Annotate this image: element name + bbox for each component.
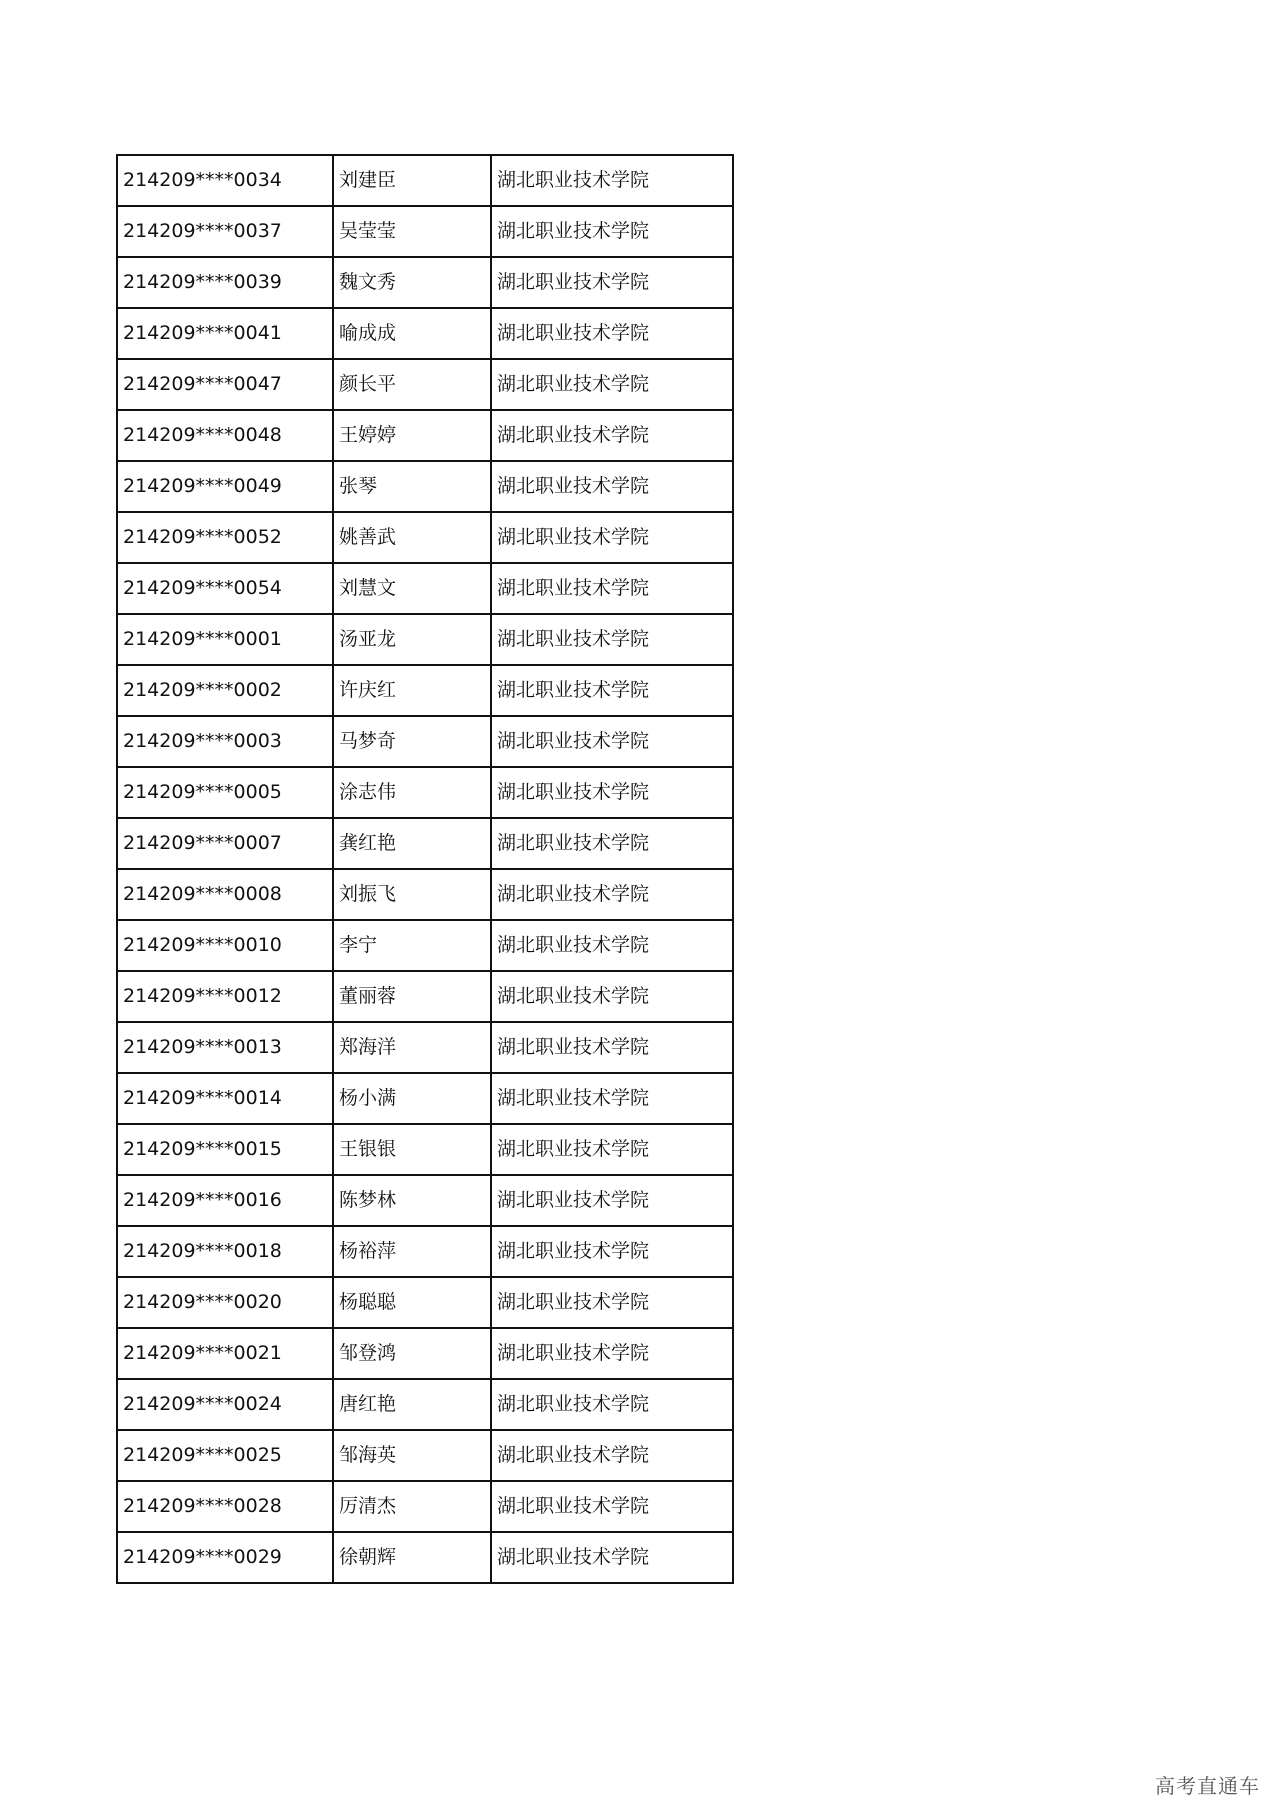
- candidate-id-cell: 214209****0028: [117, 1481, 333, 1532]
- candidate-name-cell: 邹登鸿: [333, 1328, 491, 1379]
- candidate-name-cell: 徐朝辉: [333, 1532, 491, 1583]
- table-row: [117, 257, 733, 308]
- school-cell: 湖北职业技术学院: [491, 206, 733, 257]
- candidate-name-cell: 龚红艳: [333, 818, 491, 869]
- school-cell: 湖北职业技术学院: [491, 359, 733, 410]
- table-row: [117, 1124, 733, 1175]
- candidate-name-cell: 邹海英: [333, 1430, 491, 1481]
- candidate-id-cell: 214209****0024: [117, 1379, 333, 1430]
- school-cell: 湖北职业技术学院: [491, 920, 733, 971]
- candidate-name-cell: 姚善武: [333, 512, 491, 563]
- candidate-id-cell: 214209****0025: [117, 1430, 333, 1481]
- school-cell: 湖北职业技术学院: [491, 512, 733, 563]
- school-cell: 湖北职业技术学院: [491, 614, 733, 665]
- candidate-id-cell: 214209****0008: [117, 869, 333, 920]
- school-cell: 湖北职业技术学院: [491, 971, 733, 1022]
- candidate-name-cell: 陈梦林: [333, 1175, 491, 1226]
- candidate-name-cell: 李宁: [333, 920, 491, 971]
- school-cell: 湖北职业技术学院: [491, 1022, 733, 1073]
- candidate-name-cell: 许庆红: [333, 665, 491, 716]
- candidate-id-cell: 214209****0012: [117, 971, 333, 1022]
- table-row: [117, 716, 733, 767]
- school-cell: 湖北职业技术学院: [491, 563, 733, 614]
- school-cell: 湖北职业技术学院: [491, 1175, 733, 1226]
- candidate-id-cell: 214209****0049: [117, 461, 333, 512]
- candidate-name-cell: 杨小满: [333, 1073, 491, 1124]
- candidate-id-cell: 214209****0016: [117, 1175, 333, 1226]
- candidate-id-cell: 214209****0005: [117, 767, 333, 818]
- table-row: [117, 1073, 733, 1124]
- table-row: [117, 155, 733, 206]
- watermark-text: 高考直通车: [1155, 1774, 1260, 1798]
- candidate-name-cell: 王婷婷: [333, 410, 491, 461]
- candidate-name-cell: 刘振飞: [333, 869, 491, 920]
- school-cell: 湖北职业技术学院: [491, 767, 733, 818]
- candidate-name-cell: 厉清杰: [333, 1481, 491, 1532]
- roster-table-body: [117, 155, 733, 1583]
- table-row: [117, 359, 733, 410]
- candidate-id-cell: 214209****0010: [117, 920, 333, 971]
- table-row: [117, 1328, 733, 1379]
- candidate-id-cell: 214209****0002: [117, 665, 333, 716]
- candidate-id-cell: 214209****0037: [117, 206, 333, 257]
- school-cell: 湖北职业技术学院: [491, 869, 733, 920]
- table-row: [117, 920, 733, 971]
- candidate-name-cell: 杨裕萍: [333, 1226, 491, 1277]
- school-cell: 湖北职业技术学院: [491, 716, 733, 767]
- candidate-id-cell: 214209****0054: [117, 563, 333, 614]
- candidate-id-cell: 214209****0041: [117, 308, 333, 359]
- candidate-id-cell: 214209****0039: [117, 257, 333, 308]
- school-cell: 湖北职业技术学院: [491, 155, 733, 206]
- candidate-id-cell: 214209****0001: [117, 614, 333, 665]
- school-cell: 湖北职业技术学院: [491, 1379, 733, 1430]
- table-row: [117, 971, 733, 1022]
- candidate-name-cell: 刘建臣: [333, 155, 491, 206]
- candidate-name-cell: 喻成成: [333, 308, 491, 359]
- candidate-id-cell: 214209****0013: [117, 1022, 333, 1073]
- candidate-name-cell: 杨聪聪: [333, 1277, 491, 1328]
- table-row: [117, 308, 733, 359]
- candidate-name-cell: 汤亚龙: [333, 614, 491, 665]
- candidate-name-cell: 刘慧文: [333, 563, 491, 614]
- table-row: [117, 1022, 733, 1073]
- candidate-id-cell: 214209****0007: [117, 818, 333, 869]
- candidate-id-cell: 214209****0015: [117, 1124, 333, 1175]
- table-row: [117, 563, 733, 614]
- table-row: [117, 1226, 733, 1277]
- candidate-name-cell: 郑海洋: [333, 1022, 491, 1073]
- school-cell: 湖北职业技术学院: [491, 1430, 733, 1481]
- school-cell: 湖北职业技术学院: [491, 1532, 733, 1583]
- school-cell: 湖北职业技术学院: [491, 1328, 733, 1379]
- candidate-id-cell: 214209****0003: [117, 716, 333, 767]
- school-cell: 湖北职业技术学院: [491, 461, 733, 512]
- table-row: [117, 1379, 733, 1430]
- table-row: [117, 818, 733, 869]
- roster-table: [116, 154, 734, 1584]
- table-row: [117, 1175, 733, 1226]
- candidate-id-cell: 214209****0018: [117, 1226, 333, 1277]
- school-cell: 湖北职业技术学院: [491, 257, 733, 308]
- school-cell: 湖北职业技术学院: [491, 1226, 733, 1277]
- candidate-id-cell: 214209****0048: [117, 410, 333, 461]
- candidate-id-cell: 214209****0047: [117, 359, 333, 410]
- school-cell: 湖北职业技术学院: [491, 1277, 733, 1328]
- school-cell: 湖北职业技术学院: [491, 1073, 733, 1124]
- table-row: [117, 1277, 733, 1328]
- table-row: [117, 206, 733, 257]
- candidate-id-cell: 214209****0029: [117, 1532, 333, 1583]
- candidate-name-cell: 唐红艳: [333, 1379, 491, 1430]
- candidate-name-cell: 涂志伟: [333, 767, 491, 818]
- candidate-name-cell: 董丽蓉: [333, 971, 491, 1022]
- candidate-name-cell: 马梦奇: [333, 716, 491, 767]
- candidate-name-cell: 魏文秀: [333, 257, 491, 308]
- candidate-id-cell: 214209****0034: [117, 155, 333, 206]
- table-row: [117, 1532, 733, 1583]
- candidate-name-cell: 张琴: [333, 461, 491, 512]
- table-row: [117, 1430, 733, 1481]
- table-row: [117, 665, 733, 716]
- table-row: [117, 410, 733, 461]
- school-cell: 湖北职业技术学院: [491, 410, 733, 461]
- candidate-id-cell: 214209****0014: [117, 1073, 333, 1124]
- table-row: [117, 512, 733, 563]
- candidate-name-cell: 吴莹莹: [333, 206, 491, 257]
- candidate-id-cell: 214209****0021: [117, 1328, 333, 1379]
- table-row: [117, 614, 733, 665]
- candidate-name-cell: 王银银: [333, 1124, 491, 1175]
- school-cell: 湖北职业技术学院: [491, 308, 733, 359]
- school-cell: 湖北职业技术学院: [491, 818, 733, 869]
- candidate-id-cell: 214209****0052: [117, 512, 333, 563]
- table-row: [117, 767, 733, 818]
- school-cell: 湖北职业技术学院: [491, 1124, 733, 1175]
- candidate-id-cell: 214209****0020: [117, 1277, 333, 1328]
- candidate-name-cell: 颜长平: [333, 359, 491, 410]
- table-row: [117, 1481, 733, 1532]
- table-row: [117, 461, 733, 512]
- school-cell: 湖北职业技术学院: [491, 1481, 733, 1532]
- school-cell: 湖北职业技术学院: [491, 665, 733, 716]
- table-row: [117, 869, 733, 920]
